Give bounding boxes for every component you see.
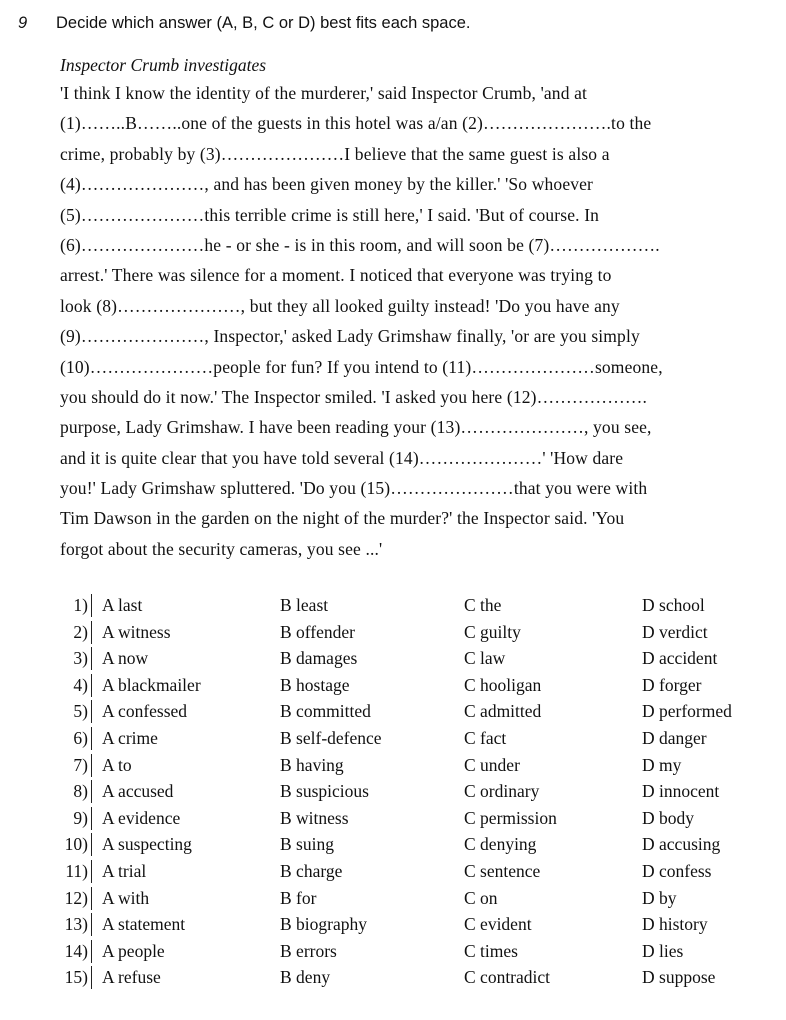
option-d: D history xyxy=(642,914,708,935)
story-line: you should do it now.' The Inspector smiled. 'I asked you here (12)………………. xyxy=(60,386,648,407)
divider xyxy=(91,833,92,856)
option-a: A crime xyxy=(102,727,158,748)
story-line: (5)…………………this terrible crime is still here,' I said. 'But of course. In xyxy=(60,204,600,225)
divider xyxy=(91,727,92,750)
option-a: A to xyxy=(102,754,132,775)
option-a: A witness xyxy=(102,621,171,642)
option-d: D forger xyxy=(642,674,702,695)
divider xyxy=(91,940,92,963)
option-d: D my xyxy=(642,754,682,775)
option-a: A confessed xyxy=(102,701,188,722)
question-number: 6) xyxy=(73,727,88,748)
option-d: D confess xyxy=(642,860,712,881)
question-number: 11) xyxy=(65,860,88,881)
divider xyxy=(91,913,92,936)
divider xyxy=(91,860,92,883)
question-number: 3) xyxy=(73,648,88,669)
option-a: A people xyxy=(102,940,165,961)
story-line: Tim Dawson in the garden on the night of the murder?' the Inspector said. 'You xyxy=(60,508,625,529)
divider xyxy=(91,674,92,697)
option-c: C denying xyxy=(464,834,537,855)
option-b: B charge xyxy=(280,860,343,881)
option-d: D body xyxy=(642,807,695,828)
story-line: (6)…………………he - or she - is in this room, and will soon be (7)………………. xyxy=(60,234,660,255)
story-line: (10)…………………people for fun? If you intend to (11)…………………someone, xyxy=(60,356,663,377)
divider xyxy=(91,700,92,723)
option-b: B witness xyxy=(280,807,349,828)
option-a: A last xyxy=(102,595,143,615)
question-number: 7) xyxy=(73,754,88,775)
divider xyxy=(91,647,92,670)
question-number: 13) xyxy=(64,914,88,935)
option-b: B biography xyxy=(280,914,368,935)
option-b: B self-defence xyxy=(280,727,382,748)
option-c: C guilty xyxy=(464,621,521,642)
option-d: D performed xyxy=(642,701,732,722)
option-c: C fact xyxy=(464,727,507,748)
option-c: C admitted xyxy=(464,701,542,722)
story-title: Inspector Crumb investigates xyxy=(60,55,267,75)
option-b: B errors xyxy=(280,940,337,961)
option-a: A statement xyxy=(102,914,186,935)
question-number: 9) xyxy=(73,807,88,828)
option-a: A trial xyxy=(102,860,147,881)
story-line: and it is quite clear that you have told several (14)…………………' 'How dare xyxy=(60,447,624,468)
story-line: you!' Lady Grimshaw spluttered. 'Do you (15)…………………that you were with xyxy=(60,478,648,499)
story-line: (1)……..B……..one of the guests in this hotel was a/an (2)………………….to the xyxy=(60,113,652,134)
story-text xyxy=(60,52,760,564)
divider xyxy=(91,966,92,989)
question-number: 4) xyxy=(73,674,88,695)
option-c: C evident xyxy=(464,914,532,935)
option-c: C on xyxy=(464,887,498,908)
option-d: D accident xyxy=(642,648,718,669)
option-d: D innocent xyxy=(642,781,720,802)
question-number: 15) xyxy=(64,967,88,988)
option-d: D lies xyxy=(642,940,684,961)
divider xyxy=(91,594,92,617)
option-a: A evidence xyxy=(102,807,181,828)
question-number: 10) xyxy=(64,834,88,855)
story-line: look (8)…………………, but they all looked guilty instead! 'Do you have any xyxy=(60,295,620,316)
question-number: 1) xyxy=(73,595,88,615)
option-a: A with xyxy=(102,887,150,908)
option-d: D verdict xyxy=(642,621,708,642)
option-d: D danger xyxy=(642,727,707,748)
divider xyxy=(91,754,92,777)
divider xyxy=(91,887,92,910)
option-c: C sentence xyxy=(464,860,541,881)
option-b: B suspicious xyxy=(280,781,369,802)
option-a: A refuse xyxy=(102,967,161,988)
divider xyxy=(91,780,92,803)
story-line: 'I think I know the identity of the murderer,' said Inspector Crumb, 'and at xyxy=(60,83,588,103)
exercise-number: 9 xyxy=(18,14,28,32)
story-line: crime, probably by (3)…………………I believe that the same guest is also a xyxy=(60,143,610,164)
option-b: B hostage xyxy=(280,674,350,695)
question-number: 2) xyxy=(73,621,88,642)
story-line: (9)…………………, Inspector,' asked Lady Grimshaw finally, 'or are you simply xyxy=(60,326,640,347)
option-c: C under xyxy=(464,754,520,775)
option-c: C permission xyxy=(464,807,557,828)
story-line: purpose, Lady Grimshaw. I have been reading your (13)…………………, you see, xyxy=(60,417,652,438)
option-b: B offender xyxy=(280,621,355,642)
option-c: C times xyxy=(464,940,518,961)
story-line: forgot about the security cameras, you see ...' xyxy=(60,538,383,559)
option-a: A blackmailer xyxy=(102,674,201,695)
option-a: A suspecting xyxy=(102,834,192,855)
option-b: B having xyxy=(280,754,344,775)
option-c: C contradict xyxy=(464,967,551,988)
question-number: 8) xyxy=(73,781,88,802)
divider xyxy=(91,807,92,830)
option-d: D by xyxy=(642,887,677,908)
story-line: (4)…………………, and has been given money by the killer.' 'So whoever xyxy=(60,174,594,195)
option-d: D suppose xyxy=(642,967,716,988)
question-number: 14) xyxy=(64,940,88,961)
option-d: D accusing xyxy=(642,834,721,855)
option-b: B least xyxy=(280,595,329,615)
exercise-instruction: Decide which answer (A, B, C or D) best fits each space. xyxy=(56,14,471,32)
option-a: A accused xyxy=(102,781,174,802)
option-c: C ordinary xyxy=(464,781,540,802)
story-line: arrest.' There was silence for a moment. I noticed that everyone was trying to xyxy=(60,265,612,286)
option-c: C the xyxy=(464,595,502,615)
option-b: B for xyxy=(280,887,317,908)
option-c: C law xyxy=(464,648,506,669)
option-c: C hooligan xyxy=(464,674,542,695)
option-b: B deny xyxy=(280,967,331,988)
option-b: B committed xyxy=(280,701,371,722)
option-d: D school xyxy=(642,595,705,615)
question-number: 12) xyxy=(64,887,88,908)
divider xyxy=(91,621,92,644)
option-b: B suing xyxy=(280,834,334,855)
exercise-header xyxy=(18,14,778,33)
question-number: 5) xyxy=(73,701,88,722)
option-b: B damages xyxy=(280,648,358,669)
option-a: A now xyxy=(102,648,149,669)
